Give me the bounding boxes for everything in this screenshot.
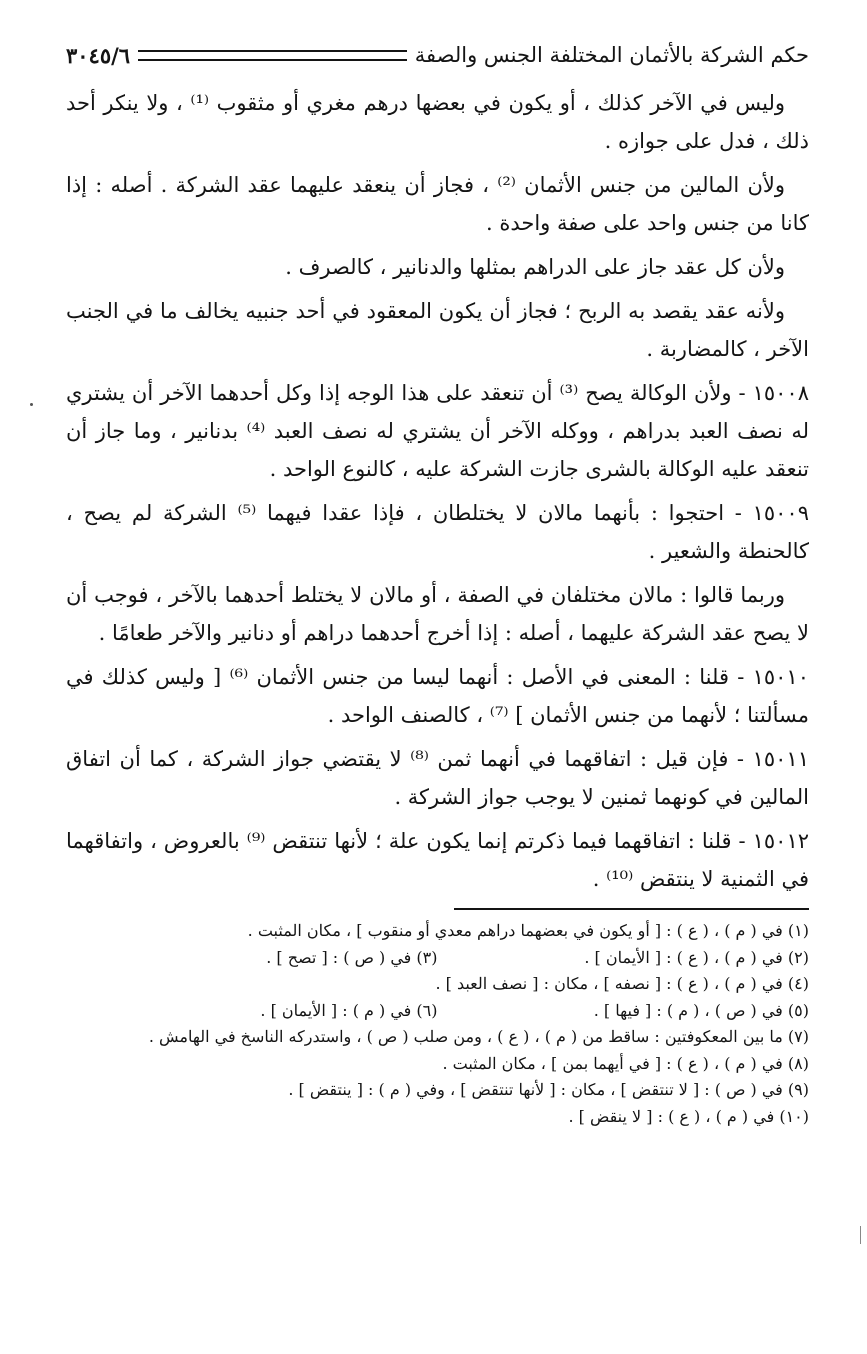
paragraph: وربما قالوا : مالان مختلفان في الصفة ، أو مالان لا يختلط أحدهما بالآخر ، فوجب أن لا يصح عقد الشركة عليهما ، أصله : إذا أخرج أحدهما دراهم أو دنانير والآخر طعامًا . [66, 583, 809, 645]
footnote: (٥) في ( ص ) ، ( م ) : [ فيها ] . [593, 1000, 809, 1020]
footnote-row [66, 945, 809, 972]
footnote: (١) في ( م ) ، ( ع ) : [ أو يكون في بعضهما دراهم معدي أو منقوب ] ، مكان المثبت . [247, 921, 809, 940]
numbered-paragraph: ١٥٠٠٩ - احتجوا : بأنهما مالان لا يختلطان ، فإذا عقدا فيهما ⁽⁵⁾ الشركة لم يصح ، كالحنطة والشعير . [66, 501, 809, 563]
header-rule [138, 50, 407, 61]
page-number: ٣٠٤٥/٦ [66, 42, 131, 68]
numbered-paragraph: ١٥٠١٠ - قلنا : المعنى في الأصل : أنهما ليسا من جنس الأثمان ⁽⁶⁾ [ وليس كذلك في مسألتنا ؛ لأنهما من جنس الأثمان ] ⁽⁷⁾ ، كالصنف الواحد . [66, 665, 809, 727]
paragraph: ولأنه عقد يقصد به الربح ؛ فجاز أن يكون المعقود في أحد جنبيه يخالف ما في الجنب الآخر ، كالمضاربة . [66, 299, 809, 361]
footnote: (٣) في ( ص ) : [ تصح ] . [266, 947, 438, 967]
paragraph: ولأن المالين من جنس الأثمان ⁽²⁾ ، فجاز أن ينعقد عليهما عقد الشركة . أصله : إذا كانا من جنس واحد على صفة واحدة . [66, 173, 809, 235]
footnote: (٩) في ( ص ) : [ لا تنتقض ] ، مكان : [ لأنها تنتقض ] ، وفي ( م ) : [ ينتقض ] . [288, 1080, 809, 1099]
footnote-row [66, 998, 809, 1025]
margin-mark [860, 1226, 861, 1244]
footnote: (٧) ما بين المعكوفتين : ساقط من ( م ) ، ( ع ) ، ومن صلب ( ص ) ، واستدركه الناسخ في الهامش . [148, 1027, 809, 1046]
paragraph: ولأن كل عقد جاز على الدراهم بمثلها والدنانير ، كالصرف . [285, 255, 785, 279]
footnotes [66, 918, 809, 1130]
main-text [66, 84, 809, 898]
footnote: (٤) في ( م ) ، ( ع ) : [ نصفه ] ، مكان : [ نصف العبد ] . [435, 974, 809, 993]
footnote-separator [454, 908, 809, 910]
header-title: حكم الشركة بالأثمان المختلفة الجنس والصفة [414, 43, 809, 67]
footnote: (٨) في ( م ) ، ( ع ) : [ في أيهما بمن ] ، مكان المثبت . [442, 1053, 809, 1073]
numbered-paragraph: ١٥٠١١ - فإن قيل : اتفاقهما في أنهما ثمن ⁽⁸⁾ لا يقتضي جواز الشركة ، كما أن اتفاق المالين في كونهما ثمنين لا يوجب جواز الشركة . [66, 747, 809, 809]
margin-dot [30, 403, 33, 406]
paragraph: وليس في الآخر كذلك ، أو يكون في بعضها درهم مغري أو مثقوب ⁽¹⁾ ، ولا ينكر أحد ذلك ، فدل على جوازه . [66, 91, 809, 153]
footnote: (١٠) في ( م ) ، ( ع ) : [ لا ينقض ] . [568, 1106, 809, 1126]
footnote: (٢) في ( م ) ، ( ع ) : [ الأيمان ] . [584, 947, 809, 967]
footnote: (٦) في ( م ) : [ الأيمان ] . [260, 1000, 438, 1020]
numbered-paragraph: ١٥٠٠٨ - ولأن الوكالة يصح ⁽³⁾ أن تنعقد على هذا الوجه إذا وكل أحدهما الآخر أن يشتري له نصف العبد بدراهم ، ووكله الآخر أن يشتري له نصف العبد ⁽⁴⁾ بدنانير ، وما جاز أن تنعقد عليه الوكالة بالشرى جازت الشركة عليه ، كالنوع الواحد . [66, 381, 809, 481]
numbered-paragraph: ١٥٠١٢ - قلنا : اتفاقهما فيما ذكرتم إنما يكون علة ؛ لأنها تنتقض ⁽⁹⁾ بالعروض ، واتفاقهما في الثمنية لا ينتقض ⁽¹⁰⁾ . [66, 829, 810, 891]
running-header [66, 38, 809, 72]
